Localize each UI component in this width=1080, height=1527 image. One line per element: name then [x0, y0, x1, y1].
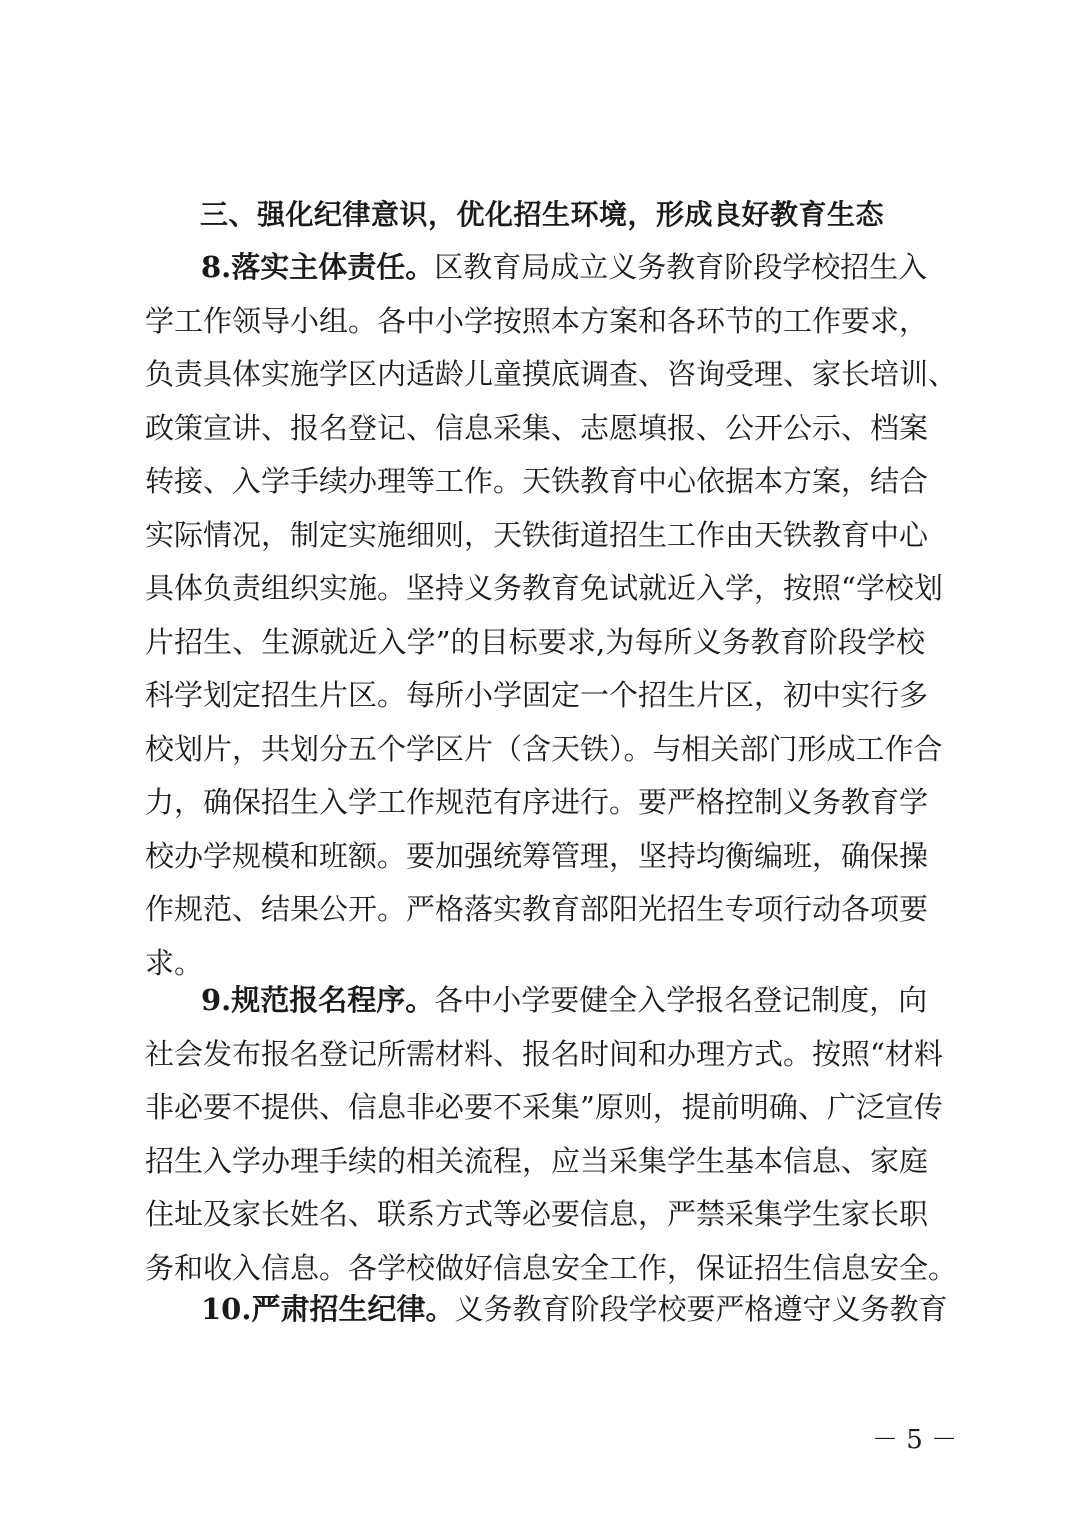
- section-heading: 三、强化纪律意识，优化招生环境，形成良好教育生态: [200, 198, 885, 231]
- paragraph-line: [145, 974, 928, 1028]
- paragraph-line: 校划片，共划分五个学区片（含天铁）。与相关部门形成工作合: [145, 731, 943, 766]
- paragraph-line: 科学划定招生片区。每所小学固定一个招生片区，初中实行多: [145, 678, 929, 712]
- paragraph-line: 求。: [145, 945, 204, 980]
- paragraph-line: 学工作领导小组。各中小学按照本方案和各环节的工作要求，: [145, 303, 929, 338]
- paragraph-line: 社会发布报名登记所需材料、报名时间和办理方式。按照“材料: [145, 1036, 943, 1071]
- paragraph-9: [145, 974, 958, 1295]
- paragraph-line: 负责具体实施学区内适龄儿童摸底调查、咨询受理、家长培训、: [145, 357, 958, 391]
- paragraph-line: 非必要不提供、信息非必要不采集”原则，提前明确、广泛宣传: [145, 1090, 943, 1124]
- paragraph-line: 招生入学办理手续的相关流程，应当采集学生基本信息、家庭: [145, 1143, 929, 1178]
- page-number: － 5 －: [872, 1425, 958, 1455]
- paragraph-line: 片招生、生源就近入学”的目标要求,为每所义务教育阶段学校: [145, 624, 925, 659]
- paragraph-text: 义务教育阶段学校要严格遵守义务教育: [454, 1292, 948, 1326]
- paragraph-text: 各中小学要健全入学报名登记制度，向: [434, 983, 928, 1017]
- paragraph-10: [145, 1283, 948, 1337]
- paragraph-line: 具体负责组织实施。坚持义务教育免试就近入学，按照“学校划: [145, 571, 943, 605]
- paragraph-line: 务和收入信息。各学校做好信息安全工作，保证招生信息安全。: [145, 1250, 958, 1285]
- paragraph-line: 作规范、结果公开。严格落实教育部阳光招生专项行动各项要: [145, 892, 929, 926]
- paragraph-line: 政策宣讲、报名登记、信息采集、志愿填报、公开公示、档案: [145, 410, 929, 445]
- paragraph-line: [145, 241, 928, 295]
- paragraph-line: 校办学规模和班额。要加强统筹管理，坚持均衡编班，确保操: [145, 838, 929, 873]
- paragraph-line: 力，确保招生入学工作规范有序进行。要严格控制义务教育学: [145, 785, 929, 819]
- paragraph-lead: 8.落实主体责任。: [201, 250, 435, 284]
- paragraph-line: 住址及家长姓名、联系方式等必要信息，严禁采集学生家长职: [145, 1197, 929, 1231]
- paragraph-text: 区教育局成立义务教育阶段学校招生入: [434, 250, 928, 284]
- paragraph-line: [145, 1283, 948, 1337]
- paragraph-8: [145, 241, 958, 990]
- paragraph-line: 实际情况，制定实施细则，天铁街道招生工作由天铁教育中心: [145, 517, 929, 552]
- paragraph-lead: 9.规范报名程序。: [201, 983, 435, 1017]
- paragraph-lead: 10.严肃招生纪律。: [201, 1292, 455, 1326]
- paragraph-line: 转接、入学手续办理等工作。天铁教育中心依据本方案，结合: [145, 464, 929, 498]
